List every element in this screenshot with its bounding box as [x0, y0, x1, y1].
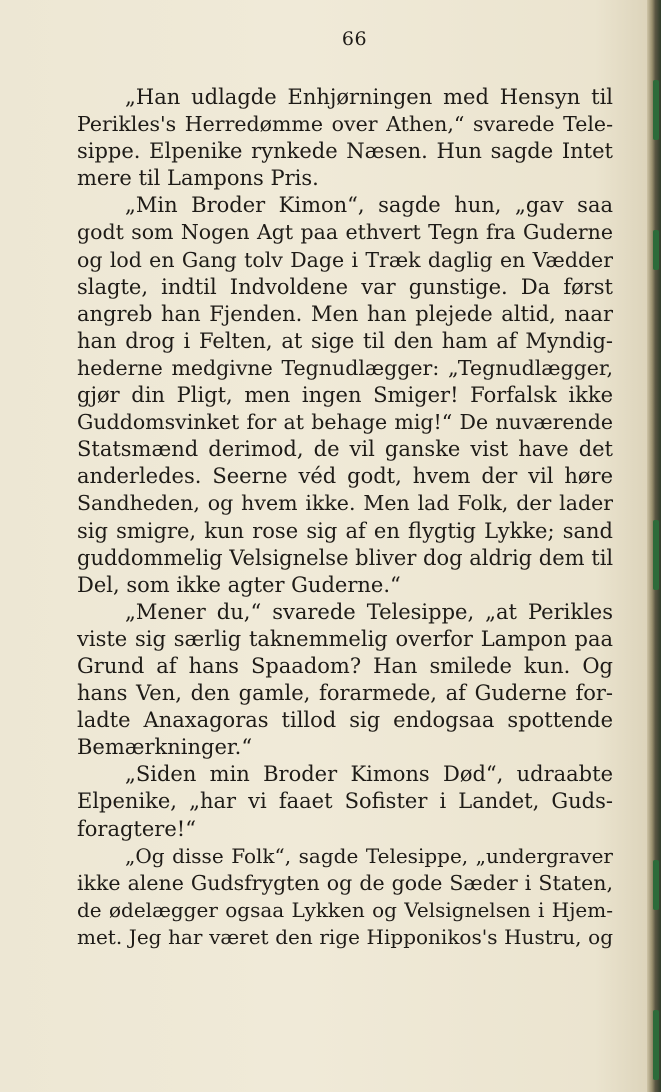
text-line: Bemærkninger.“ — [77, 735, 253, 760]
edge-mark — [653, 230, 659, 270]
text-line: mere til Lampons Pris. — [77, 166, 319, 191]
edge-mark — [653, 520, 659, 590]
text-line: Elpenike, „har vi faaet Sofister i Landet, Guds- — [77, 789, 613, 814]
text-line: „Siden min Broder Kimons Død“, udraabte — [125, 762, 613, 787]
page-number: 66 — [341, 28, 368, 50]
text-line: sig smigre, kun rose sig af en flygtig Lykke; sand — [77, 518, 613, 543]
text-line: „Mener du,“ svarede Telesippe, „at Perikles — [125, 599, 613, 624]
text-line: Perikles's Herredømme over Athen,“ svarede Tele- — [77, 112, 613, 137]
edge-mark — [653, 80, 659, 140]
text-line: han drog i Felten, at sige til den ham af Myndig- — [77, 328, 613, 353]
text-line: ladte Anaxagoras tillod sig endogsaa spottende — [77, 708, 613, 733]
text-line: sippe. Elpenike rynkede Næsen. Hun sagde Intet — [77, 139, 613, 164]
text-line: Grund af hans Spaadom? Han smilede kun. Og — [77, 653, 613, 678]
text-line: „Og disse Folk“, sagde Telesippe, „undergraver — [125, 843, 613, 868]
text-line: Guddomsvinket for at behage mig!“ De nuværende — [77, 410, 613, 435]
text-line: anderledes. Seerne véd godt, hvem der vil høre — [77, 464, 613, 489]
text-line: hederne medgivne Tegnudlægger: „Tegnudlægger, — [77, 355, 613, 380]
text-line: viste sig særlig taknemmelig overfor Lampon paa — [77, 626, 613, 651]
text-line: met. Jeg har været den rige Hipponikos's Hustru, og — [77, 924, 613, 949]
text-line: Del, som ikke agter Guderne.“ — [77, 572, 401, 597]
text-line: foragtere!“ — [77, 816, 196, 841]
text-line: ikke alene Gudsfrygten og de gode Sæder i Staten, — [77, 870, 613, 895]
text-line: godt som Nogen Agt paa ethvert Tegn fra Guderne — [77, 220, 613, 245]
text-line: slagte, indtil Indvoldene var gunstige. Da først — [77, 274, 613, 299]
page-edge — [647, 0, 661, 1092]
text-line: de ødelægger ogsaa Lykken og Velsignelsen i Hjem- — [77, 897, 613, 922]
text-line: gjør din Pligt, men ingen Smiger! Forfalsk ikke — [77, 383, 613, 408]
text-line: „Min Broder Kimon“, sagde hun, „gav saa — [125, 193, 613, 218]
text-line: hans Ven, den gamle, forarmede, af Guderne for- — [77, 681, 613, 706]
text-line: Sandheden, og hvem ikke. Men lad Folk, der lader — [77, 491, 613, 516]
text-line: angreb han Fjenden. Men han plejede altid, naar — [77, 301, 613, 326]
text-line: Statsmænd derimod, de vil ganske vist have det — [77, 437, 613, 462]
edge-mark — [653, 860, 659, 910]
text-line: og lod en Gang tolv Dage i Træk daglig en Vædder — [77, 247, 613, 272]
edge-mark — [653, 1010, 659, 1080]
body-text — [77, 84, 613, 951]
text-line: guddommelig Velsignelse bliver dog aldrig dem til — [77, 545, 613, 570]
text-line: „Han udlagde Enhjørningen med Hensyn til — [125, 85, 613, 109]
